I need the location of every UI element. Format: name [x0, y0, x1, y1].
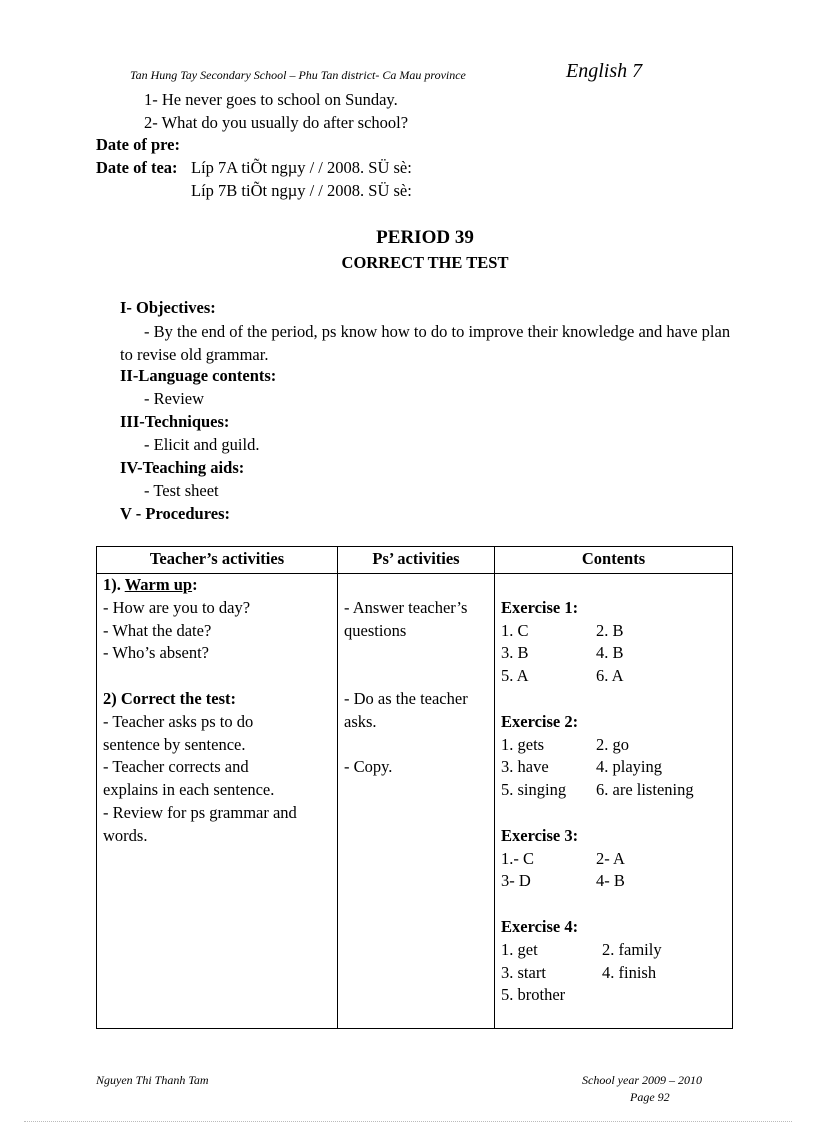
- spacer: [103, 665, 331, 688]
- spacer: [344, 642, 488, 665]
- ps-step: - Do as the teacher: [344, 688, 468, 708]
- answer: 5. singing: [501, 780, 567, 800]
- teacher-step: words.: [103, 825, 148, 845]
- procedures-heading: V - Procedures:: [120, 504, 230, 523]
- teacher-step: - Teacher corrects and: [103, 757, 249, 777]
- answer: 2. B: [596, 620, 624, 640]
- ps-step: asks.: [344, 711, 377, 731]
- answer: 6. are listening: [596, 780, 694, 800]
- date-tea-7a: Líp 7A tiÕt ngµy / / 2008. SÜ sè:: [191, 158, 412, 177]
- footer-page-number: Page 92: [630, 1090, 670, 1104]
- footer-school-year: School year 2009 – 2010: [582, 1073, 702, 1087]
- techniques-text: - Elicit and guild.: [144, 435, 260, 454]
- answer: 2. family: [602, 939, 662, 959]
- answer: 5. brother: [501, 985, 566, 1005]
- answer: 1. get: [501, 939, 538, 959]
- page-title: PERIOD 39: [376, 227, 474, 248]
- exercise-4-title: Exercise 4:: [501, 916, 579, 936]
- language-text: - Review: [144, 389, 205, 408]
- answer-row: [501, 962, 726, 985]
- exercise-1-title: Exercise 1:: [501, 597, 579, 617]
- answer: 1. C: [501, 620, 529, 640]
- techniques-heading: III-Techniques:: [120, 412, 230, 431]
- ps-step: - Answer teacher’s: [344, 597, 468, 617]
- spacer: [501, 688, 726, 711]
- answer-row: [501, 734, 726, 757]
- answer-row: [501, 939, 726, 962]
- objectives-heading: I- Objectives:: [120, 298, 216, 317]
- answer-row: [501, 984, 726, 1007]
- answer-row: [501, 642, 726, 665]
- footer-author: Nguyen Thi Thanh Tam: [96, 1073, 209, 1087]
- answer: 3. have: [501, 757, 549, 777]
- answer-row: [501, 620, 726, 643]
- answer-row: [501, 848, 726, 871]
- aids-text: - Test sheet: [144, 481, 219, 500]
- answer: 1. gets: [501, 734, 545, 754]
- subject-header: English 7: [566, 60, 643, 82]
- spacer: [344, 574, 488, 597]
- answer: 2. go: [596, 734, 629, 754]
- answer: 3- D: [501, 871, 531, 891]
- header-ps-activities: Ps’ activities: [338, 547, 495, 574]
- teacher-activities-cell: [97, 574, 338, 1029]
- spacer: [344, 665, 488, 688]
- school-header: Tan Hung Tay Secondary School – Phu Tan district- Ca Mau province: [130, 68, 466, 82]
- table-header-row: [97, 547, 733, 574]
- teacher-step: sentence by sentence.: [103, 734, 246, 754]
- date-pre-label: Date of pre:: [96, 135, 180, 154]
- table-row: [97, 574, 733, 1029]
- procedures-table: [96, 546, 733, 1029]
- aids-heading: IV-Teaching aids:: [120, 458, 245, 477]
- warmup-title: Warm up: [124, 575, 193, 594]
- header-teacher-activities: Teacher’s activities: [97, 547, 338, 574]
- answer-row: [501, 756, 726, 779]
- warmup-item: - What the date?: [103, 620, 212, 640]
- answer: 3. B: [501, 643, 529, 663]
- answer: 4- B: [596, 871, 625, 891]
- warmup-colon: :: [192, 575, 198, 594]
- contents-cell: [495, 574, 733, 1029]
- answer: 3. start: [501, 962, 546, 982]
- answer: 5. A: [501, 666, 529, 686]
- answer: 4. playing: [596, 757, 662, 777]
- answer-row: [501, 779, 726, 802]
- date-tea-7b: Líp 7B tiÕt ngµy / / 2008. SÜ sè:: [191, 181, 412, 200]
- intro-line-2: 2- What do you usually do after school?: [144, 113, 409, 132]
- warmup-number: 1).: [103, 575, 125, 594]
- answer: 1.- C: [501, 848, 534, 868]
- spacer: [501, 802, 726, 825]
- teacher-step: - Review for ps grammar and: [103, 802, 297, 822]
- page-subtitle: CORRECT THE TEST: [341, 253, 509, 272]
- answer: 4. B: [596, 643, 624, 663]
- answer: 4. finish: [602, 962, 657, 982]
- warmup-item: - Who’s absent?: [103, 643, 210, 663]
- exercise-2-title: Exercise 2:: [501, 711, 579, 731]
- language-heading: II-Language contents:: [120, 366, 277, 385]
- answer-row: [501, 665, 726, 688]
- date-tea-label: Date of tea:: [96, 158, 178, 177]
- ps-activities-cell: [338, 574, 495, 1029]
- spacer: [501, 893, 726, 916]
- ps-step: - Copy.: [344, 757, 393, 777]
- exercise-3-title: Exercise 3:: [501, 825, 579, 845]
- intro-line-1: 1- He never goes to school on Sunday.: [144, 90, 398, 109]
- answer: 6. A: [596, 666, 624, 686]
- warmup-item: - How are you to day?: [103, 597, 251, 617]
- objectives-text: - By the end of the period, ps know how to do to improve their knowledge and have plan to revise old grammar.: [120, 322, 731, 364]
- correct-test-heading: 2) Correct the test:: [103, 688, 236, 708]
- teacher-step: - Teacher asks ps to do: [103, 711, 254, 731]
- spacer: [501, 574, 726, 597]
- teacher-step: explains in each sentence.: [103, 780, 275, 800]
- answer: 2- A: [596, 848, 625, 868]
- page-bottom-divider: [24, 1121, 792, 1122]
- answer-row: [501, 870, 726, 893]
- warmup-heading: [103, 574, 331, 597]
- spacer: [344, 734, 488, 757]
- header-contents: Contents: [495, 547, 733, 574]
- ps-step: questions: [344, 620, 407, 640]
